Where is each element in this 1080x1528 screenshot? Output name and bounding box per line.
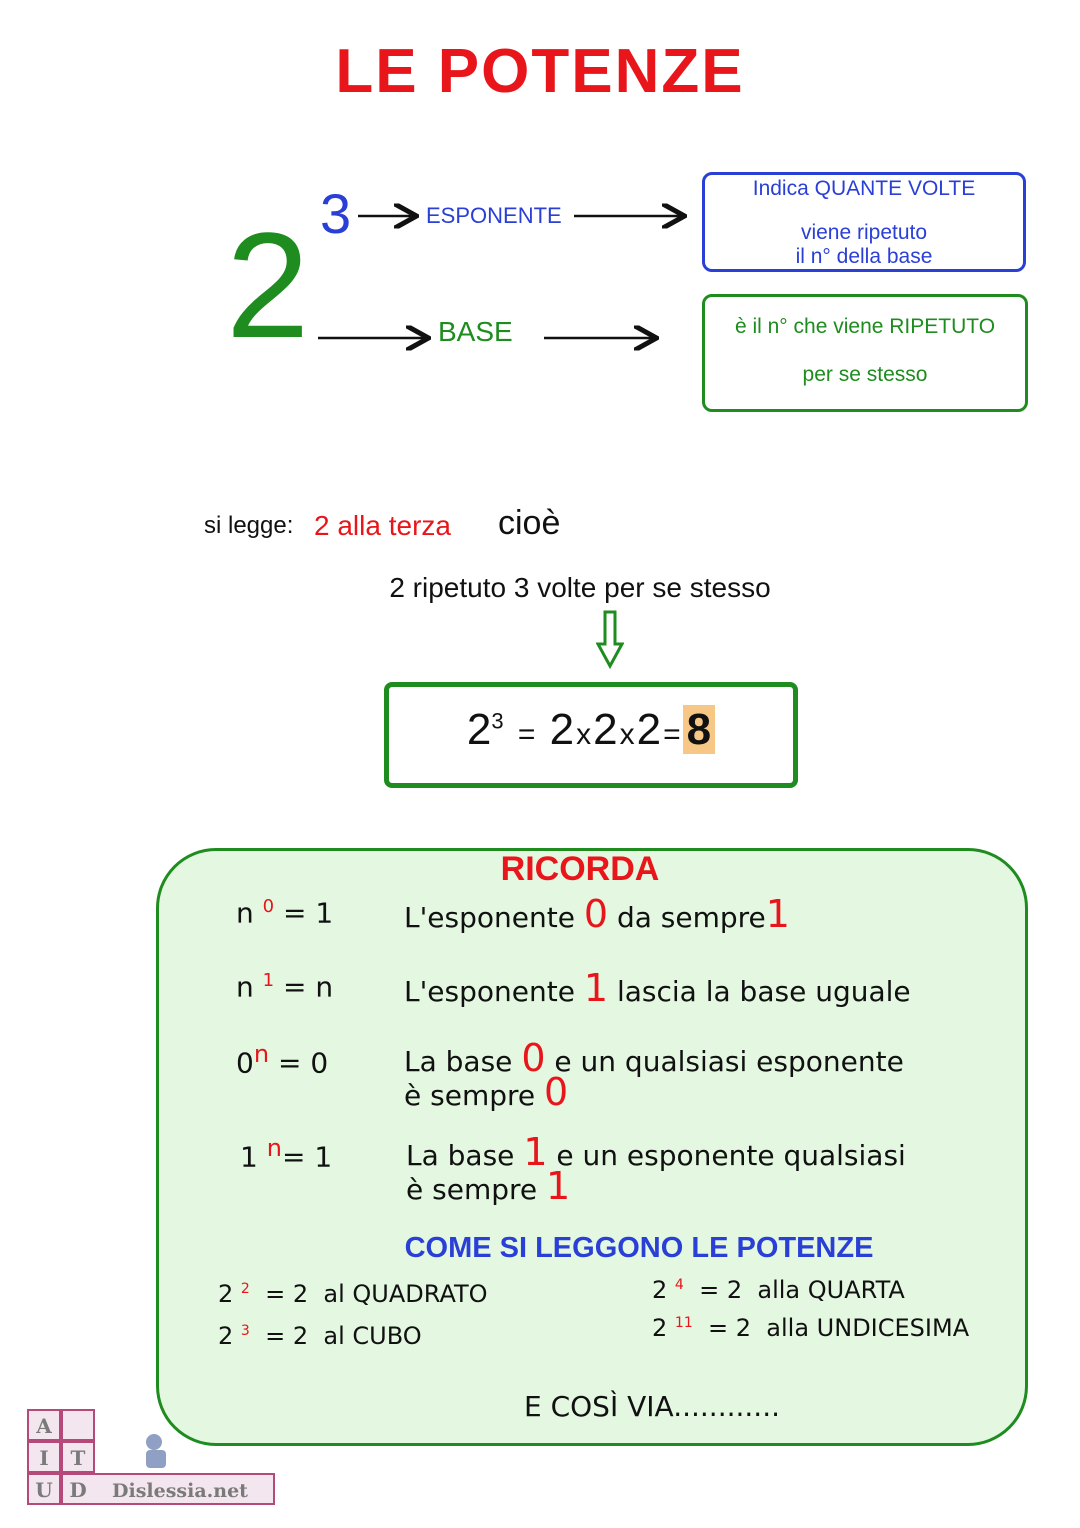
- formula-box: [384, 682, 798, 788]
- rule-4-base: 1: [240, 1140, 258, 1174]
- rule-4-text-line-2: [406, 1164, 570, 1208]
- formula-factor-3: 2: [636, 705, 662, 754]
- rule-3-text-continued: è sempre: [404, 1079, 536, 1112]
- formula-factor-2: 2: [593, 705, 618, 754]
- logo-letter-a: A: [36, 1414, 52, 1438]
- rule-3-formula: [236, 1040, 328, 1079]
- rule-2-highlight: 1: [583, 966, 609, 1010]
- rule-4-text-start: La base: [406, 1139, 515, 1172]
- rule-1-text-start: L'esponente: [404, 901, 575, 934]
- base-label: BASE: [438, 316, 513, 347]
- rule-2-base: n: [236, 970, 254, 1004]
- rule-2-text-start: L'esponente: [404, 975, 575, 1008]
- rule-1-highlight-2: 1: [765, 892, 790, 936]
- rule-3-highlight: 0: [521, 1036, 546, 1080]
- reading-example-4-name: alla UNDICESIMA: [766, 1314, 970, 1342]
- reading-example-3-base: 2: [652, 1276, 668, 1304]
- rule-4-result: = 1: [281, 1140, 333, 1174]
- formula-times-2: x: [619, 718, 635, 751]
- rule-1-result: = 1: [283, 896, 334, 930]
- etc-text: E COSÌ VIA............: [524, 1390, 780, 1423]
- logo-letter-d: D: [69, 1478, 87, 1502]
- power-base-number: 2: [226, 201, 310, 369]
- rule-1-base: n: [236, 896, 254, 930]
- formula-equals: =: [517, 718, 536, 751]
- exponent-desc-line-1: Indica QUANTE VOLTE: [752, 177, 976, 200]
- rule-1-highlight: 0: [583, 892, 609, 936]
- reading-example-2-exponent: 3: [240, 1323, 250, 1339]
- power-exponent-number: 3: [320, 182, 352, 245]
- reading-example-1: [218, 1280, 488, 1308]
- reading-example-1-name: al QUADRATO: [323, 1280, 488, 1308]
- rule-3-text-start: La base: [404, 1045, 513, 1078]
- rule-3-text-line-2: [404, 1070, 568, 1114]
- reading-example-3: [652, 1276, 905, 1304]
- formula-times-1: x: [576, 718, 592, 751]
- logo-letter-i: I: [39, 1446, 49, 1470]
- rule-1-formula: [236, 896, 333, 929]
- exponent-label: ESPONENTE: [426, 203, 562, 228]
- formula-equals-2: =: [663, 718, 681, 751]
- rule-2-formula: [236, 970, 333, 1003]
- reading-example-4-base: 2: [652, 1314, 668, 1342]
- logo-text: Dislessia.net: [112, 1480, 248, 1502]
- rule-1-exponent: 0: [262, 896, 275, 917]
- rule-3-exponent: n: [253, 1040, 270, 1068]
- reading-example-4: [652, 1314, 969, 1342]
- rule-4-highlight-2: 1: [546, 1164, 571, 1208]
- rule-4-highlight: 1: [523, 1130, 548, 1174]
- page-title: LE POTENZE: [335, 37, 745, 106]
- logo-letter-u: U: [35, 1478, 53, 1502]
- base-description-box: [702, 294, 1028, 412]
- reading-example-3-exponent: 4: [674, 1277, 684, 1293]
- reading-example-3-equals: = 2: [699, 1276, 743, 1304]
- formula-expression: [389, 705, 793, 755]
- rule-2-text: [404, 966, 911, 1010]
- reading-value: 2 alla terza: [314, 510, 451, 541]
- aiutodislessia-logo: [26, 1398, 276, 1510]
- reading-example-2-equals: = 2: [265, 1322, 309, 1350]
- rule-4-text-continued: è sempre: [406, 1173, 538, 1206]
- rule-4-text-end: e un esponente qualsiasi: [556, 1139, 906, 1172]
- how-to-read-title: COME SI LEGGONO LE POTENZE: [404, 1232, 874, 1264]
- formula-exponent: 3: [491, 708, 504, 734]
- rule-2-exponent: 1: [262, 970, 275, 991]
- rule-3-base: 0: [236, 1046, 254, 1080]
- rule-1-text: [404, 892, 790, 936]
- reading-example-1-base: 2: [218, 1280, 234, 1308]
- exponent-desc-line-3: il n° della base: [795, 245, 933, 268]
- rule-3-text-end: e un qualsiasi esponente: [554, 1045, 904, 1078]
- rule-3-highlight-2: 0: [544, 1070, 569, 1114]
- formula-base: 2: [466, 705, 492, 754]
- reading-example-4-equals: = 2: [708, 1314, 752, 1342]
- formula-factor-1: 2: [549, 705, 575, 754]
- exponent-desc-line-2: viene ripetuto: [800, 221, 928, 244]
- reading-example-1-equals: = 2: [265, 1280, 309, 1308]
- base-desc-line-1: è il n° che viene RIPETUTO: [734, 315, 996, 338]
- rule-4-formula: [240, 1134, 332, 1173]
- formula-result: 8: [683, 705, 715, 754]
- rule-2-result: = n: [283, 970, 334, 1004]
- rule-4-exponent: n: [266, 1134, 282, 1162]
- reading-example-1-exponent: 2: [240, 1281, 250, 1297]
- reading-explanation: 2 ripetuto 3 volte per se stesso: [389, 572, 771, 603]
- base-desc-line-2: per se stesso: [802, 363, 928, 386]
- exponent-description-box: [702, 172, 1026, 272]
- ricorda-title: RICORDA: [500, 850, 660, 888]
- reading-example-2-name: al CUBO: [323, 1322, 422, 1350]
- reading-label: si legge:: [204, 512, 294, 539]
- reading-example-2-base: 2: [218, 1322, 234, 1350]
- reading-example-2: [218, 1322, 422, 1350]
- rule-3-result: = 0: [277, 1046, 329, 1080]
- reading-example-3-name: alla QUARTA: [757, 1276, 905, 1304]
- down-arrow-icon: [596, 610, 624, 670]
- reading-example-4-exponent: 11: [674, 1315, 693, 1331]
- rule-1-text-end: da sempre: [616, 901, 766, 934]
- reading-connector: cioè: [498, 504, 561, 542]
- logo-letter-t: T: [70, 1446, 86, 1470]
- rule-2-text-end: lascia la base uguale: [616, 975, 911, 1008]
